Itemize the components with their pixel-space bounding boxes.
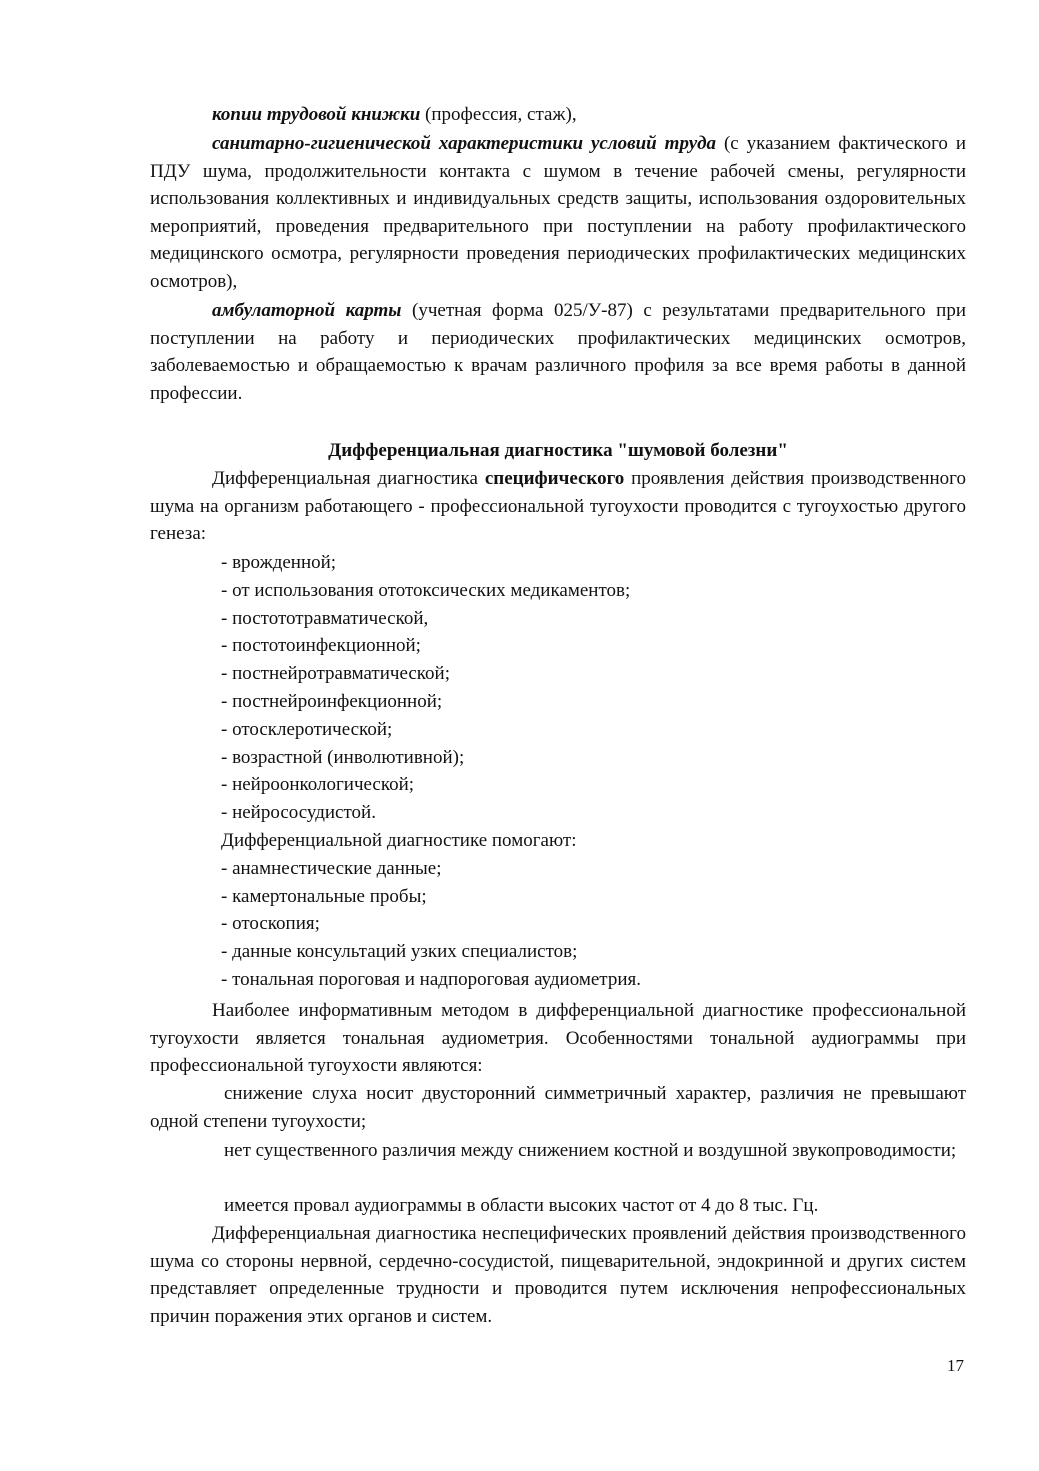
list-item: - анамнестические данные; <box>221 857 442 879</box>
feature-high-frequency: имеется провал аудиограммы в области высоких частот от 4 до 8 тыс. Гц. <box>224 1195 819 1216</box>
page-number: 17 <box>947 1356 964 1375</box>
paragraph-differential-lead <box>150 465 966 548</box>
paragraph-sanitary-characteristics <box>150 130 966 295</box>
term-sanitary-characteristics: санитарно-гигиенической характеристики условий труда <box>212 133 717 154</box>
lead-text-before: Дифференциальная диагностика <box>212 468 485 489</box>
genesis-list <box>221 549 641 994</box>
list-item: - нейрососудистой. <box>221 802 376 824</box>
term-work-record: копии трудовой книжки <box>212 104 421 125</box>
lead-text-after: проявления действия производственного шума на организм работающего - профессиональной тугоухости проводится с тугоухостью другого генеза: <box>150 468 966 544</box>
list-item: - от использования ототоксических медикаментов; <box>221 579 631 601</box>
list-item: - постотоинфекционной; <box>221 635 421 657</box>
list-item: - возрастной (инволютивной); <box>221 746 465 768</box>
text-outpatient-card: (учетная форма 025/У-87) с результатами предварительного при поступлении на работу и периодических профилактических медицинских осмотров, заболеваемостью и обращаемостью к врачам различного профиля за все время работы в данной профессии. <box>150 300 966 404</box>
text-work-record: (профессия, стаж), <box>420 104 577 125</box>
list-item: - тональная пороговая и надпороговая аудиометрия. <box>221 968 641 990</box>
section-heading: Дифференциальная диагностика "шумовой болезни" <box>328 440 788 461</box>
lead-bold-word: специфического <box>484 468 625 489</box>
list-item: - отосклеротической; <box>221 718 393 740</box>
list-item: - постнейроинфекционной; <box>221 690 443 712</box>
paragraph-work-record <box>150 101 966 129</box>
feature-symmetric: снижение слуха носит двусторонний симметричный характер, различия не превышают одной степени тугоухости; <box>150 1083 966 1132</box>
paragraph-nonspecific: Дифференциальная диагностика неспецифических проявлений действия производственного шума со стороны нервной, сердечно-сосудистой, пищеварительной, эндокринной и других систем представляет определенные трудности и проводится путем исключения непрофессиональных причин поражения этих органов и систем. <box>150 1223 966 1327</box>
list-item: - данные консультаций узких специалистов; <box>221 941 578 963</box>
list-item: - отоскопия; <box>221 913 320 935</box>
list-item: - нейроонкологической; <box>221 774 415 796</box>
term-outpatient-card: амбулаторной карты <box>212 300 402 321</box>
paragraph-outpatient-card <box>150 297 966 407</box>
list-item: - врожденной; <box>221 552 337 573</box>
text-sanitary-characteristics: (с указанием фактического и ПДУ шума, продолжительности контакта с шумом в течение рабочей смены, регулярности использования коллективных и индивидуальных средств защиты, использования оздоровительных мероприятий, проведения предварительного при поступлении на работу профилактического медицинского осмотра, регулярности проведения периодических профилактических медицинских осмотров), <box>150 133 966 292</box>
list-item: - камертональные пробы; <box>221 885 427 907</box>
list-item: - постнейротравматической; <box>221 663 451 685</box>
paragraph-informative-method: Наиболее информативным методом в дифференциальной диагностике профессиональной тугоухости является тональная аудиометрия. Особенностями тональной аудиограммы при профессиональной тугоухости являются: <box>150 1000 966 1076</box>
feature-conduction: нет существенного различия между снижением костной и воздушной звукопроводимости; <box>224 1140 957 1161</box>
helpers-title: Дифференциальной диагностике помогают: <box>221 829 577 851</box>
list-item: - постототравматической, <box>221 607 429 629</box>
